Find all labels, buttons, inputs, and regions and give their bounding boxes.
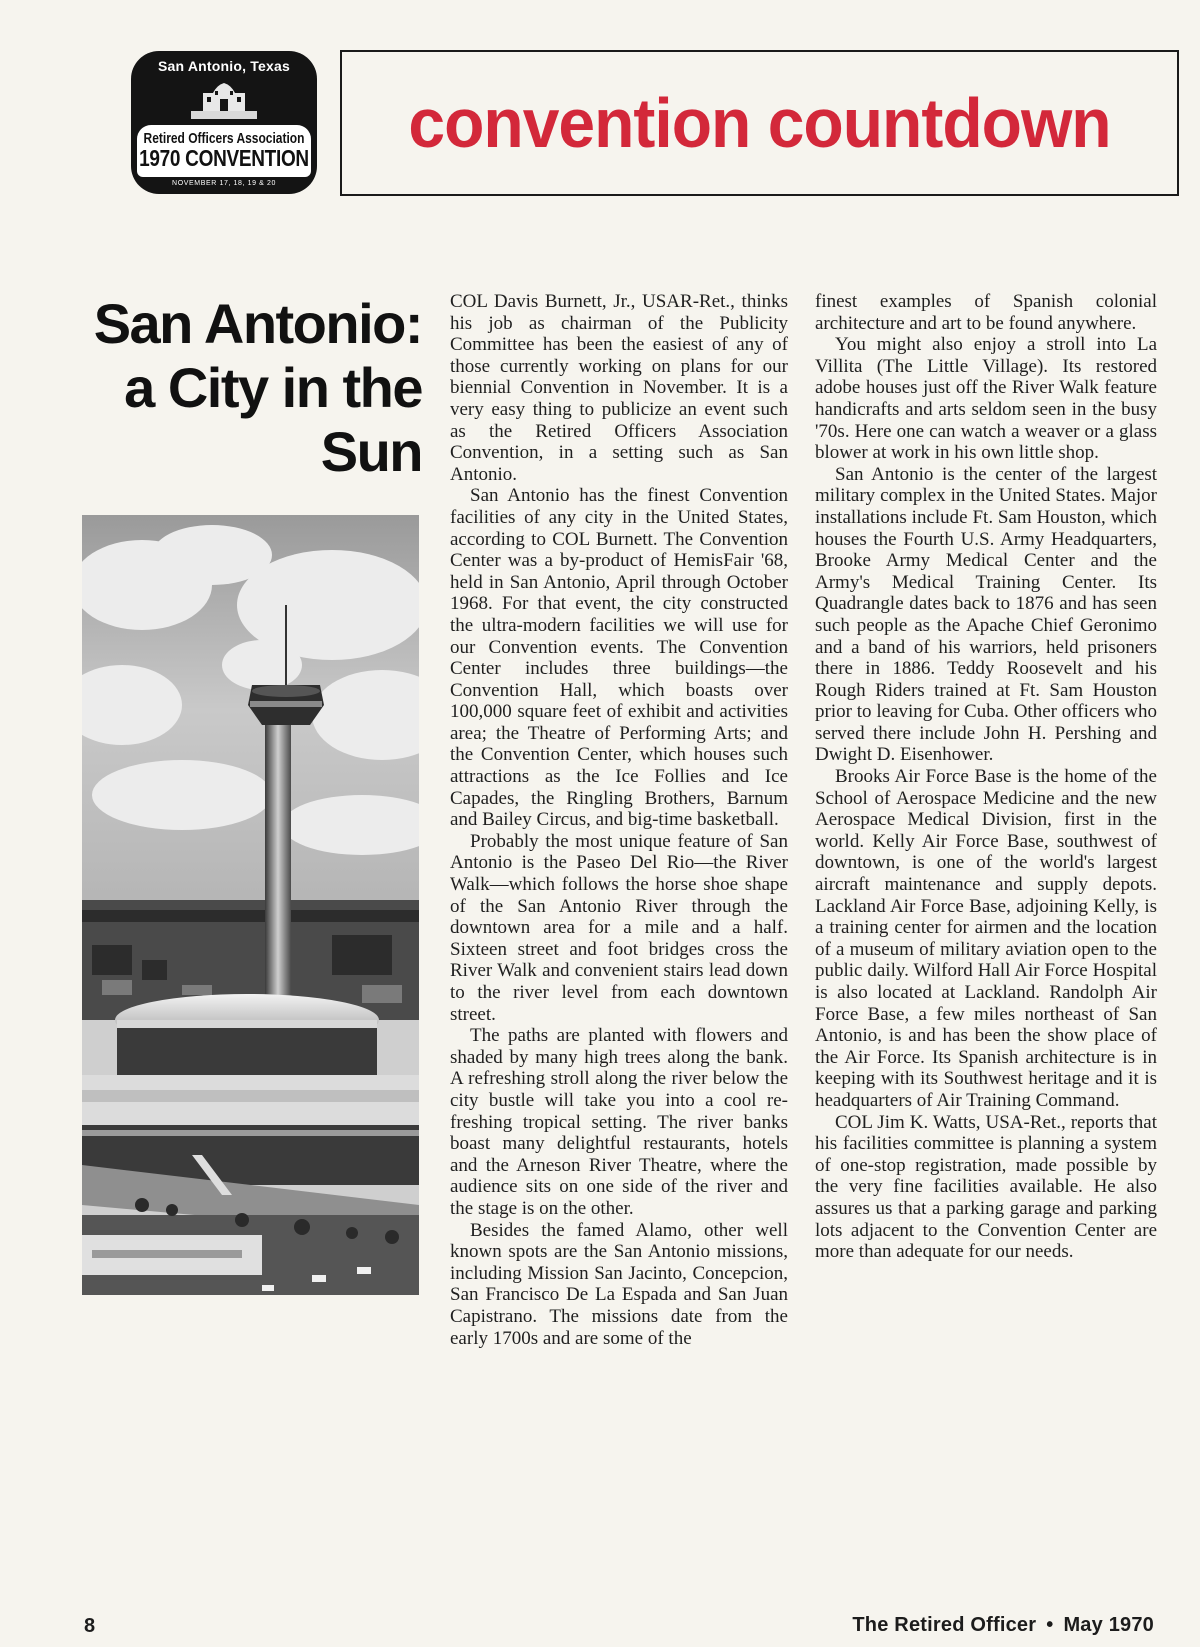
article-paragraph: San Antonio is the center of the largest military complex in the United States. Major installations include Ft. Sam Houston, which houses the Fourth U.S. Army Headquarters, Brooke Army Medical Center and the Army's Medical Training Center. Its Quadrangle dates back to 1876 and has seen such people as the Apache Chief Geronimo and a band of his warriors, held prisoners there in 1886. Teddy Roosevelt and his Rough Riders trained at Ft. Sam Houston prior to leaving for Cuba. Other officers who served there include John H. Pershing and Dwight D. Eisenhower.	[815, 463, 1157, 766]
banner-title: convention countdown	[408, 84, 1111, 162]
article-column-1	[450, 291, 788, 1349]
article-paragraph: COL Jim K. Watts, USA-Ret., reports that his facilities committee is planning a system of one-stop registration, made possible by the very fine facilities available. He also assures us that a parking garage and parking lots adjacent to the Convention Center are more than adequate for our needs.	[815, 1111, 1157, 1263]
logo-convention: 1970 CONVENTION	[139, 146, 309, 172]
article-paragraph: Probably the most unique feature of San Antonio is the Paseo Del Rio—the River Walk—which follows the horse shoe shape of the San Antonio River through the downtown area for a mile and a half. Sixteen street and foot bridges cross the River Walk and convenient stairs lead down to the river level from each downtown street.	[450, 830, 788, 1025]
article-paragraph: You might also enjoy a stroll into La Villita (The Little Village). Its restored adobe houses just off the River Walk feature handicrafts and arts seldom seen in the busy '70s. Here one can watch a weaver or a glass blower at work in his own little shop.	[815, 334, 1157, 464]
publication-name: The Retired Officer	[852, 1614, 1037, 1636]
article-paragraph: San Antonio has the finest Convention facilities of any city in the United States, according to COL Burnett. The Convention Center was a by-product of HemisFair '68, held in San Antonio, April through October 1968. For that event, the city constructed the ultra-modern facilities we will use for our Convention events. The Convention Center includes three buildings—the Convention Hall, which boasts over 100,000 square feet of exhibit and activities area; the Theatre of Performing Arts; and the Convention Center, which houses such attractions as the Ice Follies and Ice Capades, the Ringling Brothers, Barnum and Bailey Circus, and big-time basketball.	[450, 485, 788, 831]
convention-logo	[131, 51, 317, 194]
logo-panel	[137, 125, 311, 177]
alamo-icon	[189, 77, 259, 119]
separator-dot: •	[1046, 1614, 1054, 1636]
logo-city: San Antonio, Texas	[158, 58, 290, 74]
banner-box	[340, 50, 1179, 196]
article-paragraph: The paths are planted with flowers and shaded by many high trees along the bank. A refreshing stroll along the river below the city bustle will take you into a cool refreshing tropical setting. The river banks boast many delightful restaurants, hotels and the Arneson River Theatre, where the audience sits on one side of the river and the stage is on the other.	[450, 1025, 788, 1219]
article-paragraph: COL Davis Burnett, Jr., USAR-Ret., thinks his job as chairman of the Publicity Committee has been the easiest of any of those currently working on plans for our biennial Convention in November. It is a very easy thing to publicize an event such as the Retired Officers Association Convention, in a setting such as San Antonio.	[450, 291, 788, 485]
article-column-2	[815, 291, 1157, 1263]
logo-dates: NOVEMBER 17, 18, 19 & 20	[172, 180, 276, 187]
issue-date: May 1970	[1063, 1614, 1154, 1636]
article-headline	[82, 292, 422, 484]
article-paragraph: Brooks Air Force Base is the home of the School of Aerospace Medicine and the new Aerospace Medical Division, first in the world. Kelly Air Force Base, southwest of downtown, is one of the world's largest aircraft maintenance and supply depots. Lackland Air Force Base, adjoining Kelly, is a training center for airmen and the location of a museum of military aviation open to the public daily. Wilford Hall Air Force Hospital is also located at Lackland. Randolph Air Force Base, a few miles northeast of San Antonio, is and has been the show place of the Air Force. Its Spanish architecture is in keeping with its Southwest heritage and it is headquarters of Air Training Command.	[815, 766, 1157, 1111]
headline-line-1: San Antonio:	[93, 292, 422, 355]
page-number: 8	[84, 1615, 96, 1637]
headline-line-2: a City in the	[124, 356, 422, 419]
article-paragraph-continued: finest examples of Spanish colonial architecture and art to be found anywhere.	[815, 291, 1157, 334]
tower-illustration	[82, 515, 419, 1295]
footer-publication	[852, 1614, 1154, 1637]
logo-association: Retired Officers Association	[143, 129, 305, 147]
headline-line-3: Sun	[320, 420, 422, 483]
article-paragraph: Besides the famed Alamo, other well known spots are the San Antonio missions, including Mission San Jacinto, Concepcion, San Francisco De La Espada and San Juan Capistrano. The missions date from the early 1700s and are some of the	[450, 1219, 788, 1349]
tower-photo	[82, 515, 419, 1295]
